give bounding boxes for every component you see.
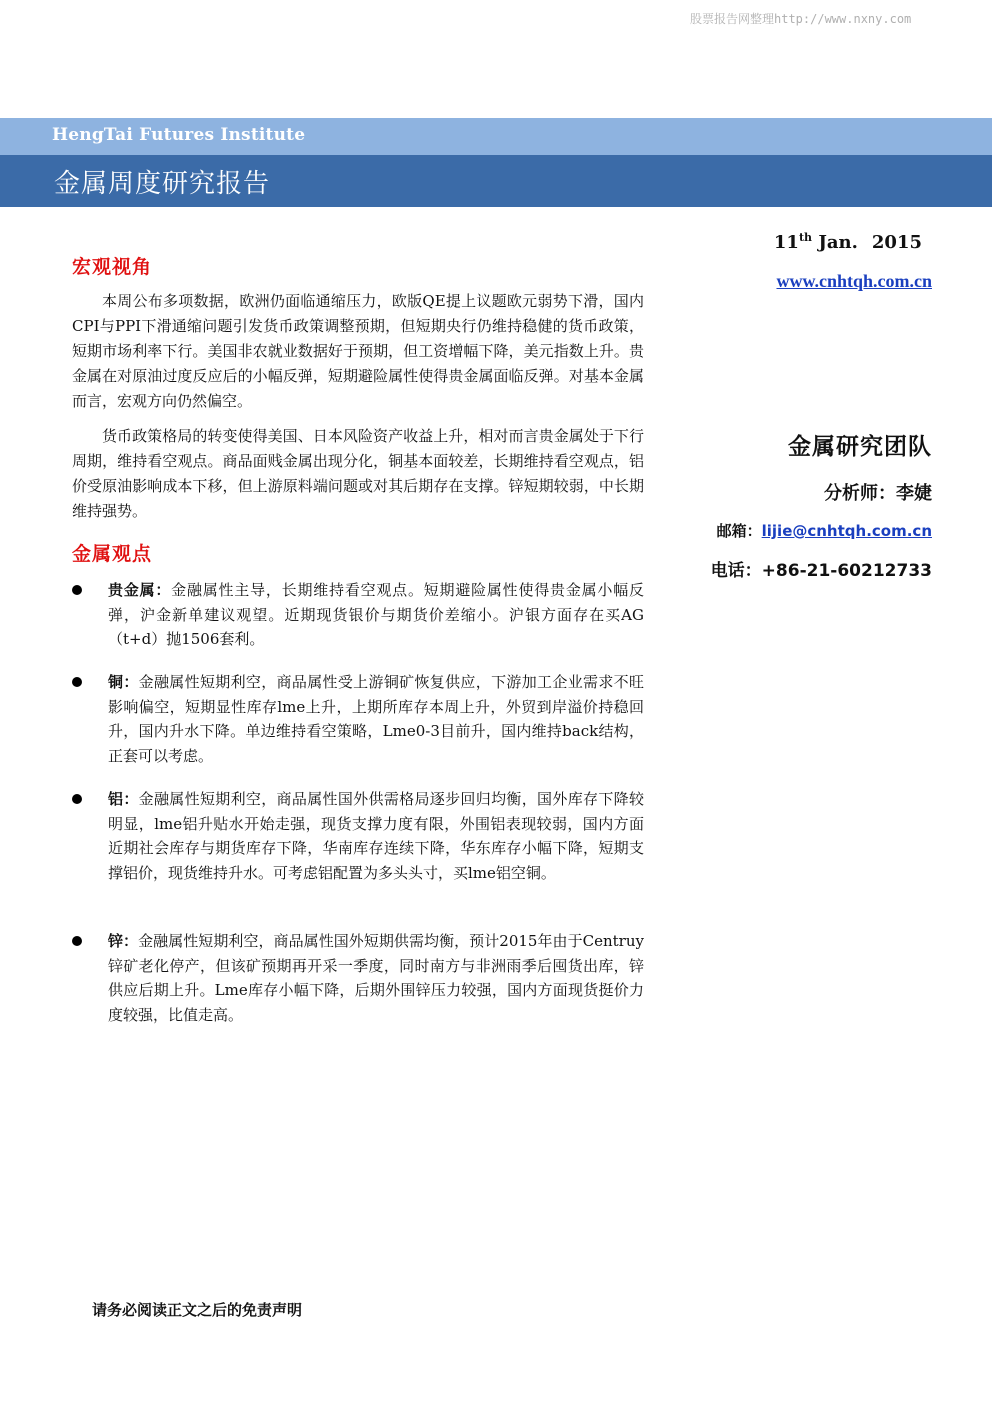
date-day: 11 (773, 232, 799, 253)
metal-view-text: 金融属性短期利空，商品属性国外短期供需均衡，预计2015年由于Centruy锌矿老化停产，但该矿预期再开采一季度，同时南方与非洲雨季后囤货出库，锌供应后期上升。Lme库存小幅下降，后期外围锌压力较强，国内方面现货挺价力度较强，比值走高。 (108, 932, 644, 1024)
bullet-icon (72, 936, 82, 946)
metal-view-item (72, 670, 644, 768)
disclaimer-note: 请务必阅读正文之后的免责声明 (92, 1301, 303, 1319)
phone-line: 电话：+86-21-60212733 (710, 561, 932, 581)
metal-view-text: 金融属性短期利空，商品属性受上游铜矿恢复供应，下游加工企业需求不旺影响偏空，短期显性库存lme上升，上期所库存本周上升，外贸到岸溢价持稳回升，国内升水下降。单边维持看空策略，Lme0-3目前升，国内维持back结构，正套可以考虑。 (108, 673, 644, 765)
metal-view-text: 金融属性主导，长期维持看空观点。短期避险属性使得贵金属小幅反弹，沪金新单建议观望。近期现货银价与期货价差缩小。沪银方面存在买AG（t+d）抛1506套利。 (108, 581, 644, 648)
date-suffix: th (798, 231, 813, 244)
email-line (717, 520, 932, 541)
institute-name: HengTai Futures Institute (52, 125, 306, 145)
date-month: Jan. (818, 232, 858, 253)
email-label: 邮箱： (716, 522, 762, 540)
team-name: 金属研究团队 (788, 434, 932, 460)
date-year: 2015 (871, 232, 922, 253)
watermark: 股票报告网整理http://www.nxny.com (690, 12, 912, 26)
analyst-name: 分析师：李婕 (824, 483, 932, 504)
metal-name: 贵金属： (108, 581, 172, 599)
macro-section-title: 宏观视角 (72, 256, 153, 278)
metal-view-item (72, 929, 644, 1027)
metal-view-item (72, 578, 644, 652)
metals-section-title: 金属观点 (72, 543, 153, 565)
metal-name: 铝： (108, 790, 139, 808)
metal-name: 铜： (108, 673, 139, 691)
metal-name: 锌： (108, 932, 139, 950)
title-banner (0, 155, 992, 207)
report-title: 金属周度研究报告 (54, 169, 271, 199)
bullet-icon (72, 677, 82, 687)
macro-paragraph: 本周公布多项数据，欧洲仍面临通缩压力，欧版QE提上议题欧元弱势下滑，国内CPI与PPI下滑通缩问题引发货币政策调整预期，但短期央行仍维持稳健的货币政策，短期市场利率下行。美国非农就业数据好于预期，但工资增幅下降，美元指数上升。贵金属在对原油过度反应后的小幅反弹，短期避险属性使得贵金属面临反弹。对基本金属而言，宏观方向仍然偏空。 (72, 292, 644, 410)
report-date (770, 231, 922, 253)
website-link[interactable]: www.cnhtqh.com.cn (776, 271, 932, 291)
bullet-icon (72, 585, 82, 595)
email-link[interactable]: lijie@cnhtqh.com.cn (761, 522, 932, 540)
metal-view-text: 金融属性短期利空，商品属性国外供需格局逐步回归均衡，国外库存下降较明显，lme铝升贴水开始走强，现货支撑力度有限，外围铝表现较弱，国内方面近期社会库存与期货库存下降，华南库存连续下降，华东库存小幅下降，短期支撑铝价，现货维持升水。可考虑铝配置为多头头寸，买lme铝空铜。 (108, 790, 644, 882)
macro-paragraph: 货币政策格局的转变使得美国、日本风险资产收益上升，相对而言贵金属处于下行周期，维持看空观点。商品面贱金属出现分化，铜基本面较差，长期维持看空观点，铝价受原油影响成本下移，但上游原料端问题或对其后期存在支撑。锌短期较弱，中长期维持强势。 (72, 427, 644, 520)
bullet-icon (72, 794, 82, 804)
institute-banner (0, 118, 992, 155)
metal-view-item (72, 787, 644, 885)
